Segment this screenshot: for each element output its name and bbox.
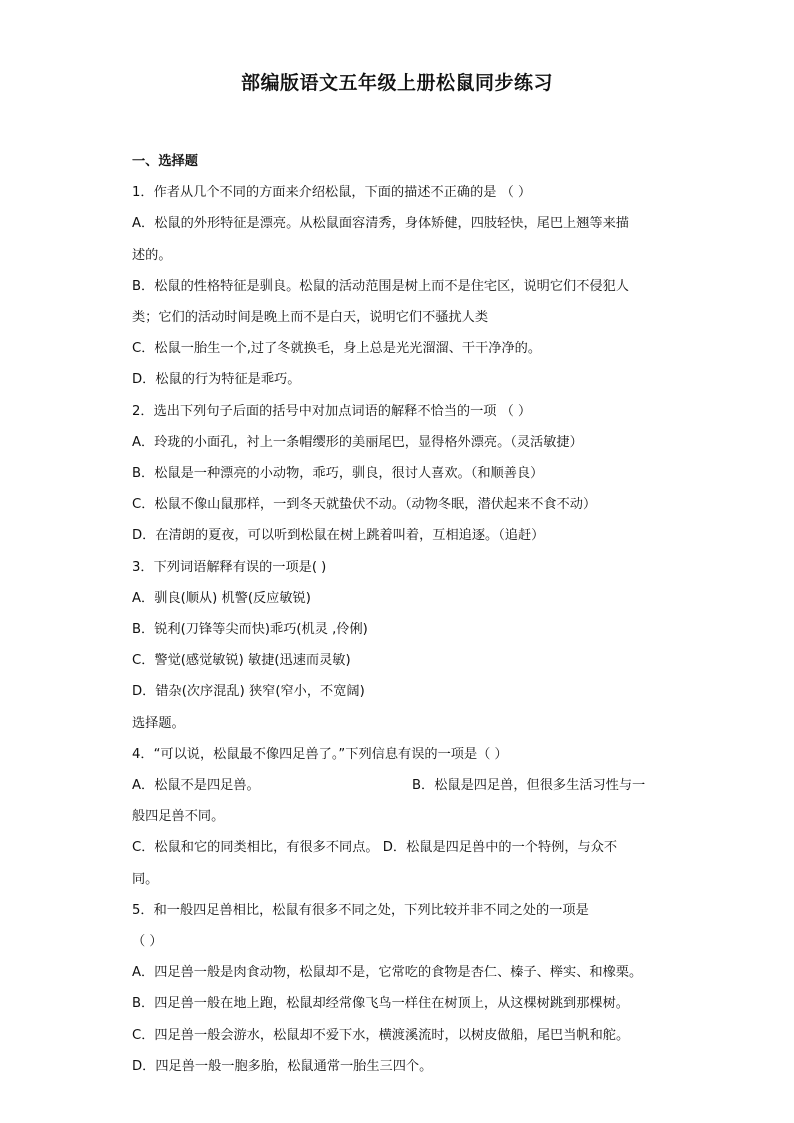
option-d: D．四足兽一般一胞多胎，松鼠通常一胎生三四个。 [132,1058,433,1074]
question-5 [132,895,668,1082]
question-stem-cont: （ ） [132,934,163,950]
option-d-cont: 同。 [132,871,159,887]
option-b: B．松鼠是四足兽，但很多生活习性与一 [412,778,646,794]
note-text: 选择题。 [132,715,185,731]
option-b: B．松鼠是一种漂亮的小动物，乖巧，驯良，很讨人喜欢。（和顺善良） [132,466,544,482]
option-c: C．四足兽一般会游水，松鼠却不爱下水，横渡溪流时，以树皮做船，尾巴当帆和舵。 [132,1027,630,1043]
question-3 [132,552,668,708]
option-a: A．玲珑的小面孔，衬上一条帽缨形的美丽尾巴，显得格外漂亮。（灵活敏捷） [132,434,583,450]
option-b: B．四足兽一般在地上跑，松鼠却经常像飞鸟一样住在树顶上，从这棵树跳到那棵树。 [132,996,629,1012]
question-stem: 2．选出下列句子后面的括号中对加点词语的解释不恰当的一项 （ ） [132,403,532,419]
option-a: A．四足兽一般是肉食动物，松鼠却不是，它常吃的食物是杏仁、榛子、榉实、和橡栗。 [132,965,643,981]
question-2 [132,396,668,552]
option-a: A．驯良(顺从) 机警(反应敏锐) [132,590,311,606]
option-d: D．在清朗的夏夜，可以听到松鼠在树上跳着叫着，互相追逐。（追赶） [132,528,545,544]
option-c: C．松鼠不像山鼠那样，一到冬天就蛰伏不动。（动物冬眠，潜伏起来不食不动） [132,497,597,513]
question-stem: 1．作者从几个不同的方面来介绍松鼠，下面的描述不正确的是 （ ） [132,185,532,201]
page-title: 部编版语文五年级上册松鼠同步练习 [240,72,553,94]
options-cd-row: C．松鼠和它的同类相比，有很多不同点。 D．松鼠是四足兽中的一个特例，与众不 [132,840,618,856]
option-d: D．错杂(次序混乱) 狭窄(窄小，不宽阔) [132,684,365,700]
option-a-cont: 述的。 [132,247,172,263]
option-a: A．松鼠的外形特征是漂亮。从松鼠面容清秀，身体矫健，四肢轻快，尾巴上翘等来描 [132,216,629,232]
question-1 [132,177,668,395]
question-stem: 4．“可以说，松鼠最不像四足兽了。”下列信息有误的一项是（ ） [132,746,508,762]
option-c: C．警觉(感觉敏锐) 敏捷(迅速而灵敏) [132,653,351,669]
question-4 [132,739,668,895]
section-heading: 一、选择题 [132,154,198,169]
document-body [132,146,668,1082]
question-stem: 5．和一般四足兽相比，松鼠有很多不同之处，下列比较并非不同之处的一项是 [132,902,589,918]
option-b-cont: 般四足兽不同。 [132,809,225,825]
options-ab-row [132,770,668,801]
option-c: C．松鼠一胎生一个,过了冬就换毛，身上总是光光溜溜、干干净净的。 [132,341,542,357]
option-b-cont: 类；它们的活动时间是晚上而不是白天，说明它们不骚扰人类 [132,310,489,326]
option-b: B．松鼠的性格特征是驯良。松鼠的活动范围是树上而不是住宅区，说明它们不侵犯人 [132,278,629,294]
question-stem: 3．下列词语解释有误的一项是( ) [132,559,327,575]
option-a: A．松鼠不是四足兽。 [132,778,260,794]
option-d: D．松鼠的行为特征是乖巧。 [132,372,301,388]
option-b: B．锐利(刀锋等尖而快)乖巧(机灵 ,伶俐) [132,622,368,638]
